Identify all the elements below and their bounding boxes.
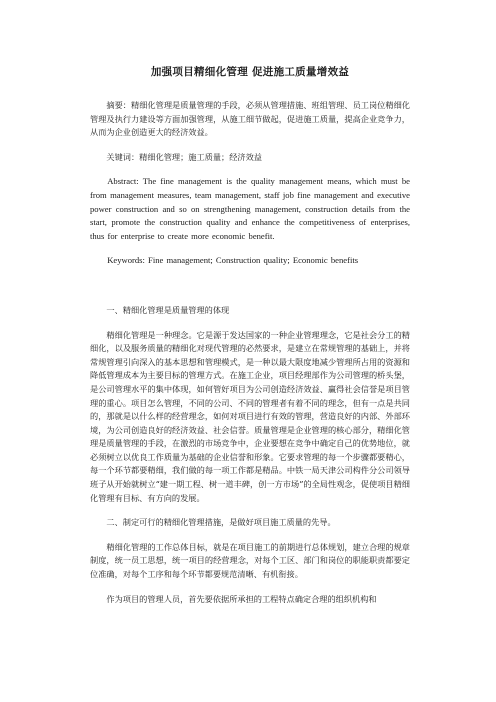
paper-title: 加强项目精细化管理 促进施工质量增效益 <box>150 66 350 78</box>
abstract-english: Abstract: The fine management is the quality management means, which must be from management measures, team management, staff job fine management and executive power construction and so on strengthening management, construction details from the start, promote the construction quality and enhance the competitiveness of enterprises, thus for enterprise to create more economic benefit. <box>90 176 410 241</box>
keywords-chinese: 关键词：精细化管理；施工质量；经济效益 <box>106 151 262 162</box>
section-1-heading: 一、精细化管理是质量管理的体现 <box>106 304 230 315</box>
keywords-english: Keywords: Fine management; Construction quality; Economic benefits <box>107 255 359 266</box>
section-1-paragraph: 精细化管理是一种理念。它是源于发达国家的一种企业管理理念，它是社会分工的精细化，以及服务质量的精细化对现代管理的必然要求，是建立在常规管理的基础上，并将常规管理引向深入的基本思想和管理模式，是一种以最大限度地减少管理所占用的资源和降低管理成本为主要目标的管理方式。在施工企业，项目经理部作为公司管理的桥头堡，是公司管理水平的集中体现，如何管好项目为公司创造经济效益、赢得社会信誉是项目管理的重心。项目怎么管理，不同的公司、不同的管理者有着不同的理念，但有一点是共同的，那就是以什么样的经营理念，如何对项目进行有效的管理，营造良好的内部、外部环境，为公司创造良好的经济效益、社会信誉。质量管理是企业管理的核心部分，精细化管理是质量管理的手段，在激烈的市场竞争中，企业要想在竞争中确定自己的优势地位，就必须树立以优良工作质量为基础的企业信誉和形象。它要求管理的每一个步骤都要精心，每一个环节都要精细，我们做的每一项工作都是精品。中铁一局天津公司构件分公司领导班子从开始就树立“建一期工程、树一道丰碑，创一方市场”的全局性观念，促使项目精细化管理有目标、有方向的发展。 <box>90 329 410 503</box>
abstract-chinese: 摘要：精细化管理是质量管理的手段，必须从管理措施、班组管理、员工岗位精细化管理及执行力建设等方面加强管理，从施工细节做起，促进施工质量，提高企业竞争力，从而为企业创造更大的经济效益。 <box>90 100 410 138</box>
section-2-paragraph-1: 精细化管理的工作总体目标，就是在项目施工的前期进行总体规划，建立合理的规章制度，统一员工思想，统一项目的经营理念，对每个工区、部门和岗位的职能职责都要定位准确，对每个工序和每个环节都要规范清晰、有机衔接。 <box>90 541 410 580</box>
section-2-paragraph-2: 作为项目的管理人员，首先要依据所承担的工程特点确定合理的组织机构和 <box>106 593 377 604</box>
section-2-heading: 二、制定可行的精细化管理措施，是做好项目施工质量的先导。 <box>106 517 336 528</box>
